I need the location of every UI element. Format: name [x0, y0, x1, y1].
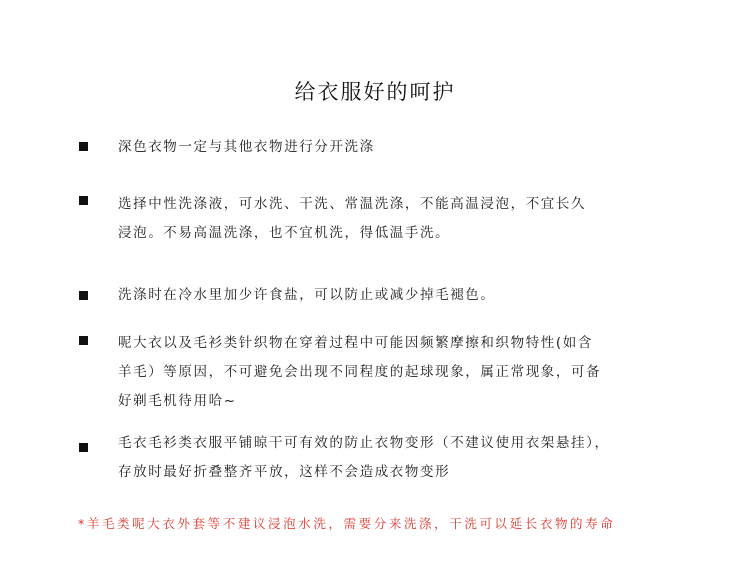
list-item-text: 羊毛）等原因，不可避免会出现不同程度的起球现象，属正常现象，可备	[118, 364, 602, 380]
list-item-text: 呢大衣以及毛衫类针织物在穿着过程中可能因频繁摩擦和织物特性(如含	[118, 335, 593, 351]
square-bullet-icon	[79, 196, 88, 205]
list-item-text: 毛衣毛衫类衣服平铺晾干可有效的防止衣物变形（不建议使用衣架悬挂），	[118, 435, 610, 451]
list-item-text: 洗涤时在冷水里加少许食盐，可以防止或减少掉毛褪色。	[118, 287, 496, 303]
list-item-text: 浸泡。不易高温洗涤，也不宜机洗，得低温手洗。	[118, 225, 451, 241]
list-item-text: 好剃毛机待用哈~	[118, 393, 237, 409]
square-bullet-icon	[79, 336, 88, 345]
list-item-text: 选择中性洗涤液，可水洗、干洗、常温洗涤，不能高温浸泡，不宜长久	[118, 196, 587, 212]
list-item-text: 深色衣物一定与其他衣物进行分开洗涤	[118, 139, 375, 155]
square-bullet-icon	[79, 443, 88, 452]
square-bullet-icon	[79, 291, 88, 300]
list-item-text: 存放时最好折叠整齐平放，这样不会造成衣物变形	[118, 464, 451, 480]
warning-note: *羊毛类呢大衣外套等不建议浸泡水洗，需要分来洗涤，干洗可以延长衣物的寿命	[78, 516, 616, 531]
page-title: 给衣服好的呵护	[294, 80, 456, 104]
square-bullet-icon	[79, 142, 88, 151]
